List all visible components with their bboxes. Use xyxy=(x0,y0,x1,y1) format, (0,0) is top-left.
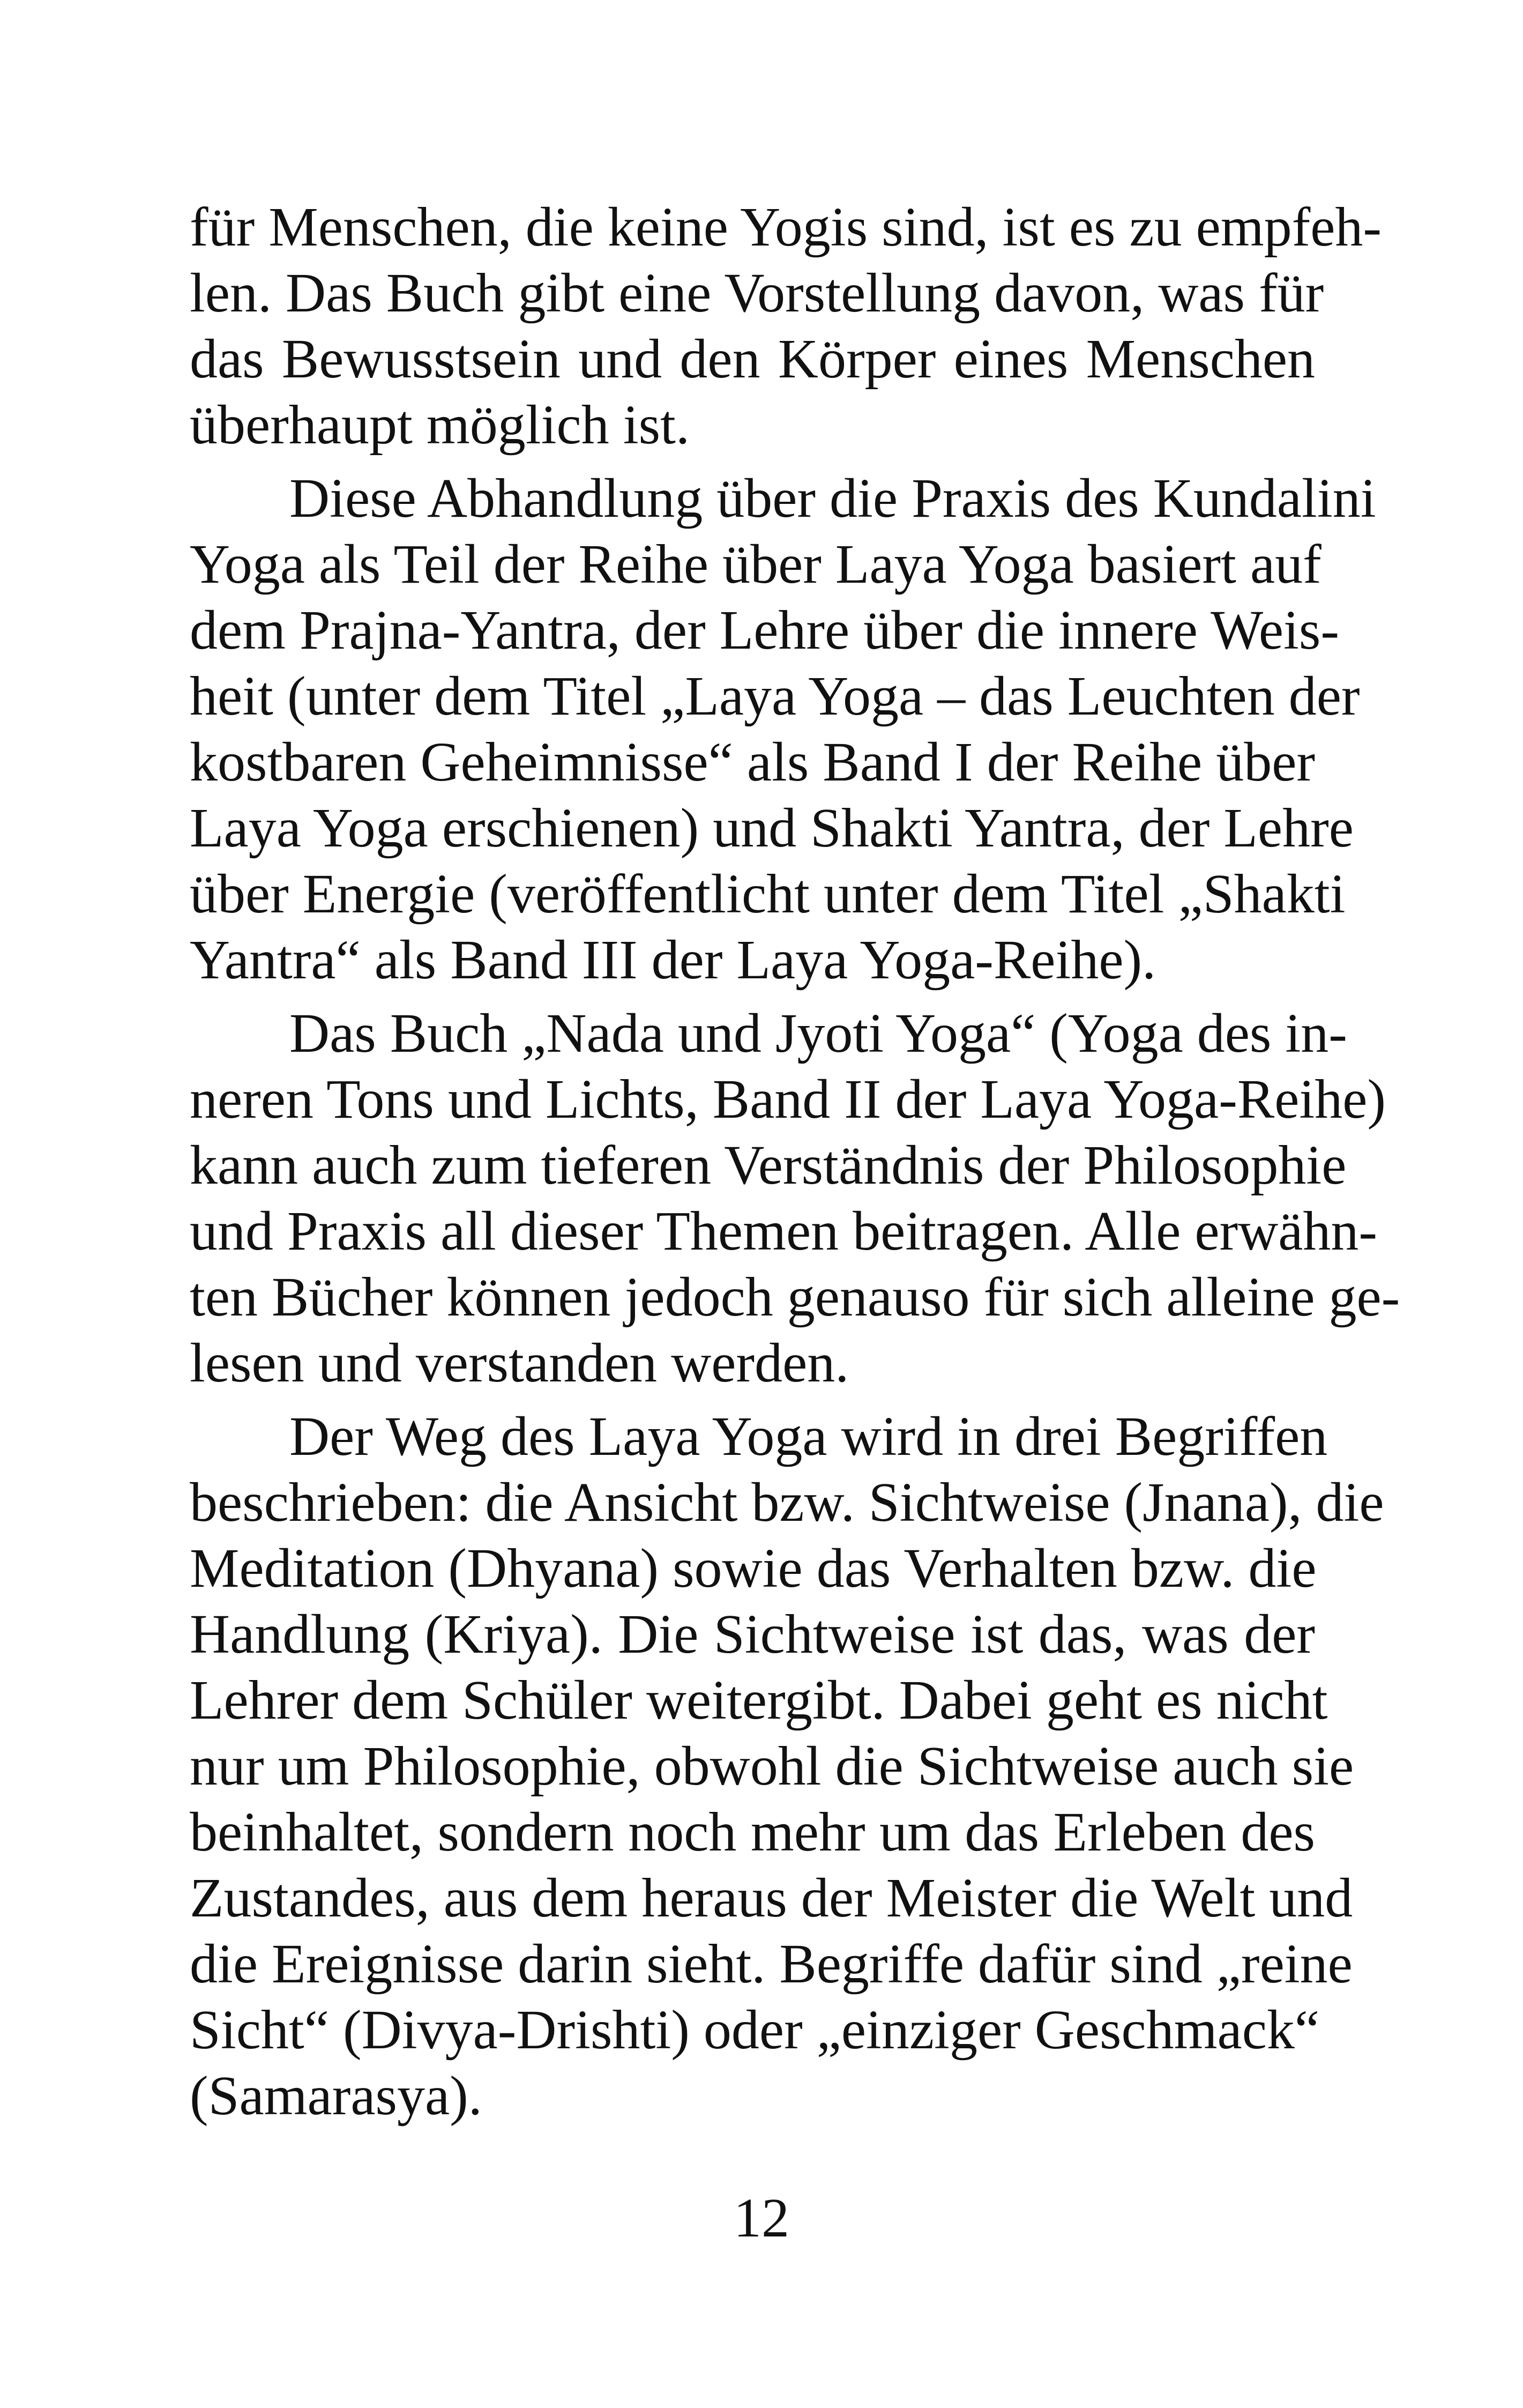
text-line: Zustandes, aus dem heraus der Meister die Welt und xyxy=(190,1867,1353,1929)
text-line: Yantra“ als Band III der Laya Yoga-Reihe). xyxy=(190,929,1156,991)
text-line: ten Bücher können jedoch genauso für sich alleine ge- xyxy=(190,1266,1400,1328)
text-line: über Energie (veröffentlicht unter dem Titel „Shakti xyxy=(190,863,1346,925)
text-line: Handlung (Kriya). Die Sichtweise ist das, was der xyxy=(190,1603,1315,1665)
text-line: Lehrer dem Schüler weitergibt. Dabei geht es nicht xyxy=(190,1669,1328,1731)
text-line: für Menschen, die keine Yogis sind, ist es zu empfeh- xyxy=(190,196,1382,258)
text-line: neren Tons und Lichts, Band II der Laya Yoga-Reihe) xyxy=(190,1068,1386,1130)
text-line: dem Prajna-Yantra, der Lehre über die innere Weis- xyxy=(190,599,1339,661)
text-line: lesen und verstanden werden. xyxy=(190,1332,849,1394)
text-line: nur um Philosophie, obwohl die Sichtweise auch sie xyxy=(190,1735,1354,1797)
text-line: beinhaltet, sondern noch mehr um das Erleben des xyxy=(190,1801,1315,1863)
text-line: die Ereignisse darin sieht. Begriffe dafür sind „reine xyxy=(190,1933,1353,1995)
text-line: Diese Abhandlung über die Praxis des Kundalini xyxy=(289,467,1376,529)
text-line: len. Das Buch gibt eine Vorstellung davon, was für xyxy=(190,262,1324,324)
text-line: Yoga als Teil der Reihe über Laya Yoga basiert auf xyxy=(190,533,1322,595)
text-line: beschrieben: die Ansicht bzw. Sichtweise (Jnana), die xyxy=(190,1471,1384,1533)
text-line: Meditation (Dhyana) sowie das Verhalten bzw. die xyxy=(190,1537,1317,1599)
text-line: das Bewusstsein und den Körper eines Menschen xyxy=(190,328,1315,390)
text-line: Das Buch „Nada und Jyoti Yoga“ (Yoga des in- xyxy=(289,1002,1347,1064)
text-line: Sicht“ (Divya-Drishti) oder „einziger Geschmack“ xyxy=(190,1999,1320,2061)
text-line: kann auch zum tieferen Verständnis der Philosophie xyxy=(190,1134,1347,1196)
text-line: überhaupt möglich ist. xyxy=(190,394,690,456)
text-line: Laya Yoga erschienen) und Shakti Yantra, der Lehre xyxy=(190,797,1354,859)
page-number: 12 xyxy=(734,2187,789,2249)
text-line: und Praxis all dieser Themen beitragen. Alle erwähn- xyxy=(190,1200,1378,1262)
text-line: kostbaren Geheimnisse“ als Band I der Reihe über xyxy=(190,731,1315,793)
text-line: (Samarasya). xyxy=(190,2065,482,2127)
text-line: Der Weg des Laya Yoga wird in drei Begriffen xyxy=(289,1406,1328,1467)
text-line: heit (unter dem Titel „Laya Yoga – das Leuchten der xyxy=(190,665,1360,727)
